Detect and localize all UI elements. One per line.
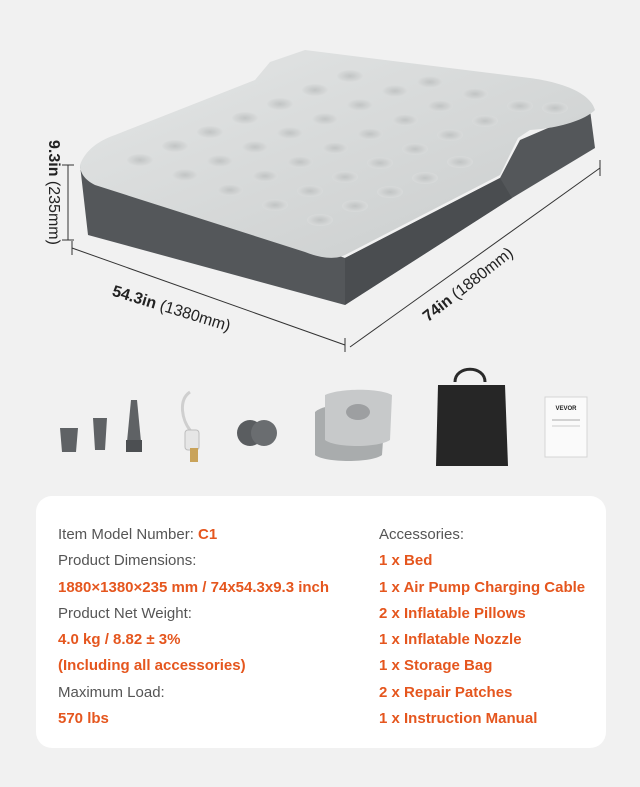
manual-brand-logo: VEVOR — [555, 406, 577, 412]
weight-value: 4.0 kg / 8.82 ± 3% — [58, 631, 181, 649]
accessory-item: 1 x Bed — [379, 552, 433, 570]
pump-nozzles-image — [60, 400, 142, 452]
specs-column — [58, 522, 329, 732]
height-paren-text: (235mm) — [45, 180, 62, 245]
storage-bag-image — [436, 369, 508, 466]
air-mattress-image — [80, 50, 595, 305]
accessory-item: 1 x Instruction Manual — [379, 710, 538, 728]
accessory-item: 2 x Repair Patches — [379, 683, 513, 701]
width-paren-text: (1380mm) — [157, 297, 233, 336]
height-main-text: 9.3in — [45, 140, 62, 177]
accessories-images — [60, 369, 587, 466]
accessory-item: 1 x Inflatable Nozzle — [379, 631, 522, 649]
accessory-item: 1 x Air Pump Charging Cable — [379, 578, 586, 596]
model-row — [58, 522, 329, 548]
weight-label: Product Net Weight: — [58, 604, 192, 622]
dimensions-label: Product Dimensions: — [58, 552, 197, 570]
accessories-title: Accessories: — [379, 526, 465, 543]
weight-note: (Including all accessories) — [58, 657, 246, 675]
height-dimension-label — [44, 140, 62, 245]
model-value: C1 — [198, 526, 218, 543]
width-main-text: 54.3in — [110, 283, 159, 313]
specs-card — [36, 496, 606, 748]
length-main-text: 74in — [420, 292, 456, 326]
model-label: Item Model Number: — [58, 526, 199, 543]
accessories-column — [379, 522, 585, 732]
repair-patches-image — [237, 420, 277, 446]
inflatable-pillows-image — [315, 390, 392, 461]
accessory-item: 2 x Inflatable Pillows — [379, 604, 526, 622]
dimensions-value: 1880×1380×235 mm / 74x54.3x9.3 inch — [58, 578, 330, 596]
length-paren-text: (1880mm) — [448, 244, 517, 303]
accessory-item: 1 x Storage Bag — [379, 657, 493, 675]
max-load-value: 570 lbs — [58, 710, 109, 728]
charging-cable-image — [182, 392, 199, 462]
max-load-label: Maximum Load: — [58, 683, 165, 701]
instruction-manual-image — [545, 397, 587, 457]
